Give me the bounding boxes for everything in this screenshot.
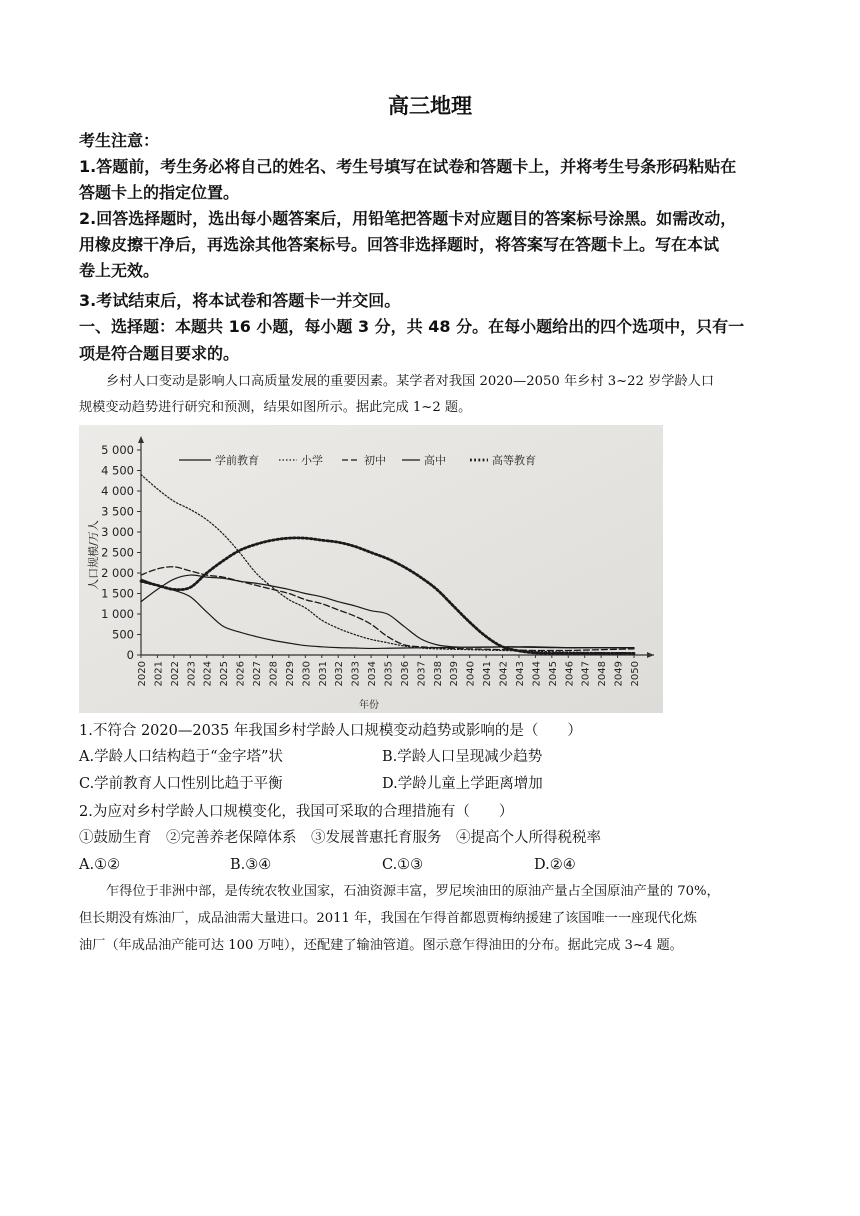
- notice-item: 2.回答选择题时，选出每小题答案后，用铅笔把答题卡对应题目的答案标号涂黑。如需改动，: [79, 209, 737, 228]
- question-2-stem: 2.为应对乡村学龄人口规模变化，我国可采取的合理措施有（ ）: [79, 804, 514, 820]
- legend-label: 初中: [364, 454, 386, 467]
- x-tick-label: 2027: [252, 661, 264, 687]
- x-tick-label: 2039: [449, 661, 461, 687]
- x-tick-label: 2038: [432, 661, 444, 687]
- chart-svg: [79, 425, 663, 713]
- y-tick-label: 1 500: [101, 586, 134, 601]
- x-tick-label: 2046: [564, 661, 576, 687]
- x-tick-label: 2043: [514, 661, 526, 687]
- x-tick-label: 2047: [580, 661, 592, 687]
- x-axis-label: 年份: [359, 700, 379, 711]
- q2-option-c[interactable]: C.①③: [382, 857, 424, 873]
- notice-item: 用橡皮擦干净后，再选涂其他答案标号。回答非选择题时，将答案写在答题卡上。写在本试: [79, 235, 720, 254]
- q2-items: ①鼓励生育 ②完善养老保障体系 ③发展普惠托育服务 ④提高个人所得税税率: [79, 830, 601, 846]
- x-tick-label: 2048: [597, 661, 609, 687]
- y-axis-label: 人口规模/万人: [87, 520, 100, 590]
- notice-item: 答题卡上的指定位置。: [79, 183, 240, 202]
- x-tick-label: 2024: [202, 661, 214, 687]
- x-tick-label: 2040: [465, 661, 477, 687]
- x-tick-label: 2044: [531, 661, 543, 687]
- y-tick-label: 1 000: [101, 607, 134, 621]
- passage-text: 乡村人口变动是影响人口高质量发展的重要因素。某学者对我国 2020—2050 年乡村 3~22 岁学龄人口: [106, 374, 715, 389]
- section-heading: 一、选择题：本题共 16 小题，每小题 3 分，共 48 分。在每小题给出的四个选项中，只有一: [79, 317, 745, 336]
- q1-option-a[interactable]: A.学龄人口结构趋于“金字塔”状: [79, 749, 283, 765]
- legend-label: 小学: [301, 454, 323, 467]
- x-tick-label: 2025: [219, 661, 231, 687]
- x-tick-label: 2045: [547, 661, 559, 687]
- q2-option-b[interactable]: B.③④: [230, 857, 272, 873]
- x-tick-label: 2042: [498, 661, 510, 687]
- legend-label: 高中: [424, 454, 446, 467]
- passage-text: 油厂（年成品油产能可达 100 万吨），还配建了输油管道。图示意乍得油田的分布。据此完成 3~4 题。: [79, 938, 683, 953]
- question-1-stem: 1.不符合 2020—2035 年我国乡村学龄人口规模变动趋势或影响的是（ ）: [79, 723, 582, 739]
- q1-option-d[interactable]: D.学龄儿童上学距离增加: [382, 776, 543, 792]
- passage-text: 乍得位于非洲中部，是传统农牧业国家，石油资源丰富，罗尼埃油田的原油产量占全国原油产量的 70%，: [106, 884, 720, 899]
- q1-option-b[interactable]: B.学龄人口呈现减少趋势: [382, 749, 543, 765]
- y-tick-label: 500: [112, 627, 134, 642]
- y-tick-label: 0: [126, 648, 134, 662]
- x-tick-label: 2050: [630, 661, 641, 687]
- x-tick-label: 2020: [137, 661, 148, 687]
- notice-item: 3.考试结束后，将本试卷和答题卡一并交回。: [79, 291, 401, 310]
- y-tick-label: 4 000: [101, 484, 134, 498]
- population-chart: [79, 425, 663, 713]
- x-tick-label: 2030: [301, 661, 313, 687]
- passage-text: 但长期没有炼油厂，成品油需大量进口。2011 年，我国在乍得首都恩贾梅纳援建了该国唯一一座现代化炼: [79, 911, 697, 926]
- x-tick-label: 2049: [613, 661, 625, 687]
- y-tick-label: 3 000: [101, 525, 134, 539]
- page-title: 高三地理: [388, 94, 472, 118]
- x-tick-label: 2028: [268, 661, 280, 687]
- notice-item: 卷上无效。: [79, 261, 160, 280]
- x-tick-label: 2031: [317, 661, 329, 687]
- y-tick-label: 5 000: [101, 443, 134, 457]
- legend-label: 学前教育: [215, 454, 259, 467]
- x-tick-label: 2033: [350, 661, 362, 687]
- x-tick-label: 2034: [367, 661, 379, 687]
- y-tick-label: 2 500: [101, 545, 134, 560]
- notice-heading: 考生注意：: [79, 131, 160, 150]
- q2-option-a[interactable]: A.①②: [79, 857, 121, 873]
- x-tick-label: 2037: [416, 661, 428, 687]
- x-tick-label: 2022: [169, 661, 181, 687]
- y-tick-label: 2 000: [101, 566, 134, 580]
- x-tick-label: 2029: [284, 661, 296, 687]
- notice-item: 1.答题前，考生务必将自己的姓名、考生号填写在试卷和答题卡上，并将考生号条形码粘贴在: [79, 157, 737, 176]
- x-tick-label: 2035: [383, 661, 395, 687]
- q1-option-c[interactable]: C.学前教育人口性别比趋于平衡: [79, 776, 283, 792]
- x-tick-label: 2026: [235, 661, 247, 687]
- passage-text: 规模变动趋势进行研究和预测，结果如图所示。据此完成 1~2 题。: [79, 400, 472, 415]
- q2-option-d[interactable]: D.②④: [534, 857, 576, 873]
- x-tick-label: 2021: [153, 661, 165, 687]
- x-tick-label: 2032: [334, 661, 346, 687]
- y-tick-label: 4 500: [101, 463, 134, 478]
- x-tick-label: 2023: [186, 661, 198, 687]
- section-heading: 项是符合题目要求的。: [79, 344, 240, 363]
- y-tick-label: 3 500: [101, 504, 134, 519]
- x-tick-label: 2036: [399, 661, 411, 687]
- legend-label: 高等教育: [492, 454, 536, 467]
- x-tick-label: 2041: [482, 661, 494, 687]
